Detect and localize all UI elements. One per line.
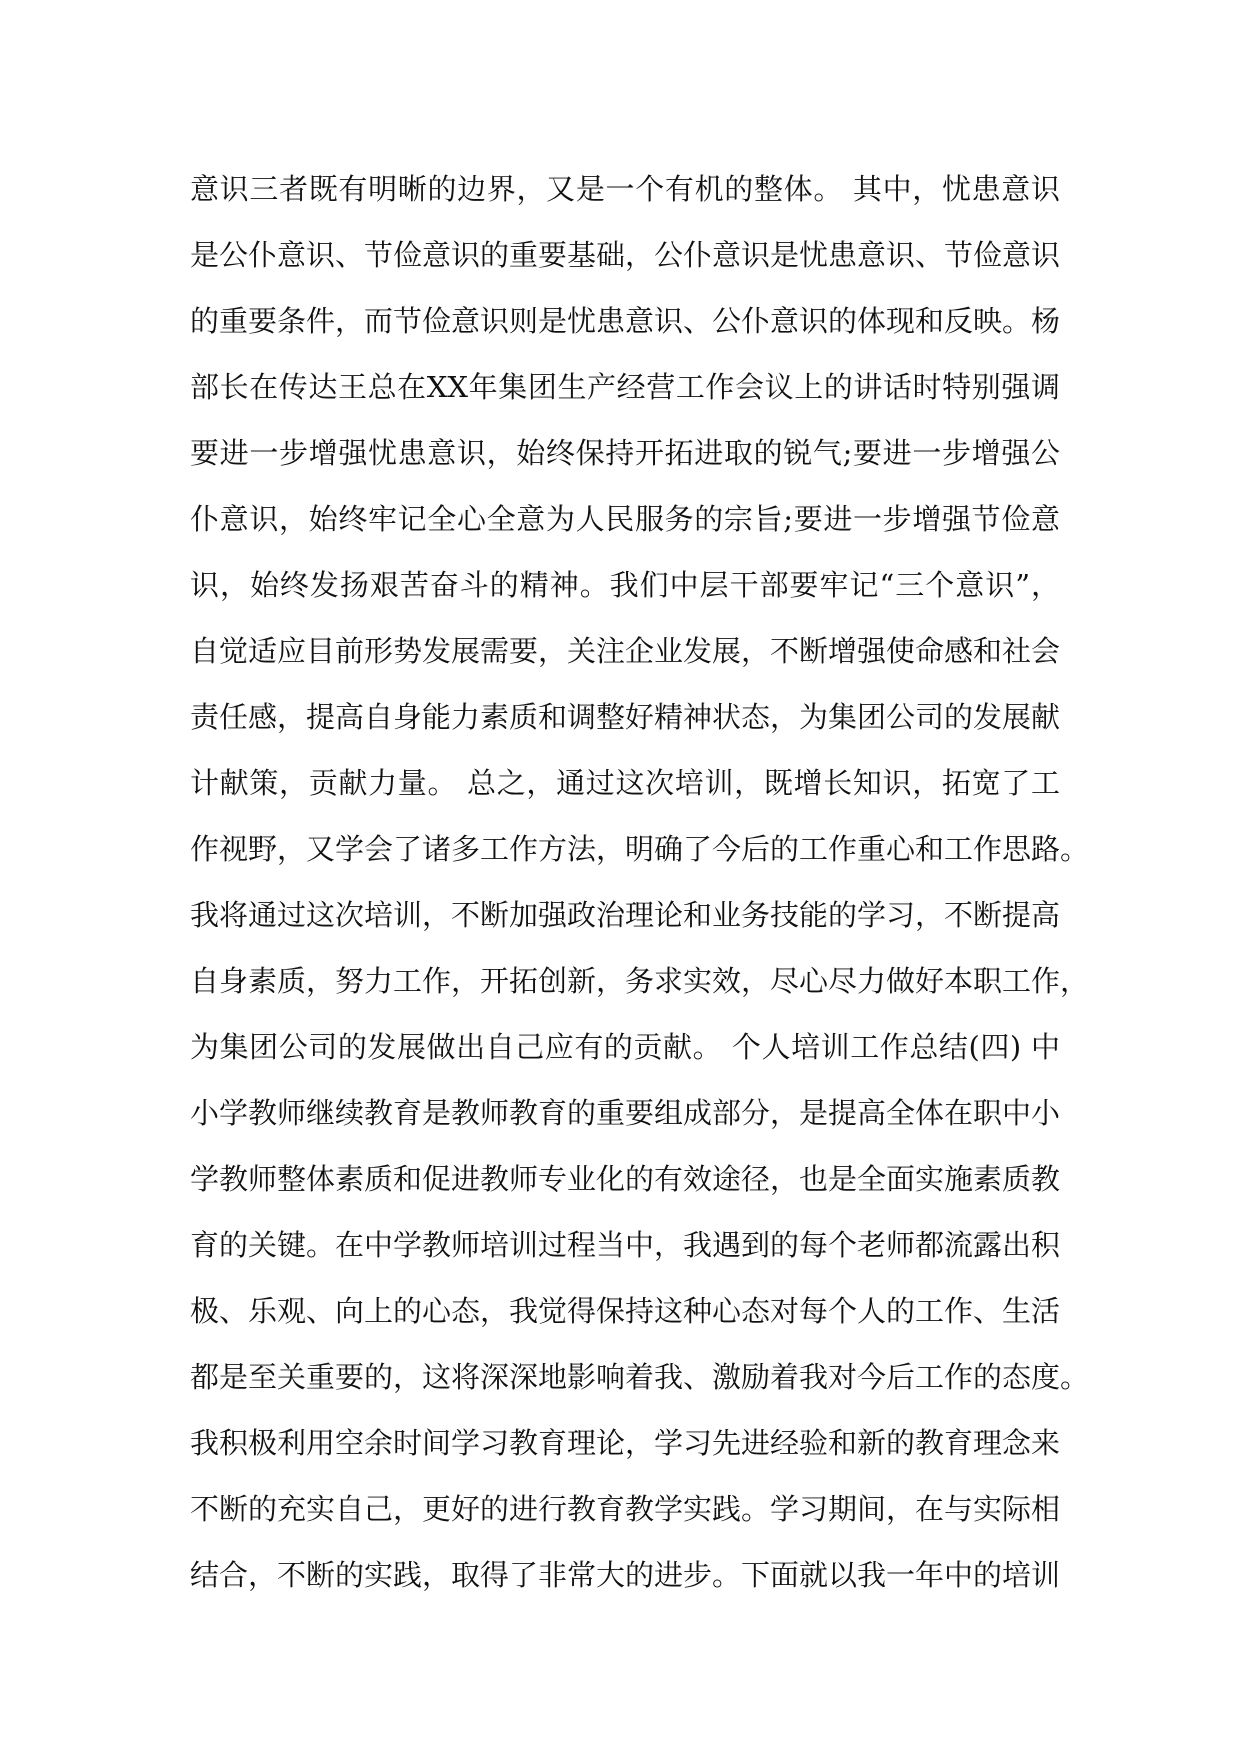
text-line: 我将通过这次培训，不断加强政治理论和业务技能的学习，不断提高: [190, 898, 1061, 932]
text-line: 都是至关重要的，这将深深地影响着我、激励着我对今后工作的态度。: [190, 1360, 1090, 1394]
text-line: 我积极利用空余时间学习教育理论，学习先进经验和新的教育理念来: [190, 1426, 1061, 1460]
body-text: [190, 156, 1090, 1608]
text-line: 不断的充实自己，更好的进行教育教学实践。学习期间，在与实际相: [190, 1492, 1061, 1526]
text-line: 育的关键。在中学教师培训过程当中，我遇到的每个老师都流露出积: [190, 1228, 1061, 1262]
text-line: 自觉适应目前形势发展需要，关注企业发展，不断增强使命感和社会: [190, 634, 1061, 668]
text-line: 自身素质，努力工作，开拓创新，务求实效，尽心尽力做好本职工作，: [190, 964, 1090, 998]
text-line: 极、乐观、向上的心态，我觉得保持这种心态对每个人的工作、生活: [190, 1294, 1061, 1328]
text-line: 识，始终发扬艰苦奋斗的精神。我们中层干部要牢记“三个意识”，: [190, 568, 1060, 602]
text-line: 为集团公司的发展做出自己应有的贡献。 个人培训工作总结(四) 中: [190, 1030, 1060, 1064]
text-line: 结合，不断的实践，取得了非常大的进步。下面就以我一年中的培训: [190, 1558, 1061, 1592]
text-line: 责任感，提高自身能力素质和调整好精神状态，为集团公司的发展献: [190, 700, 1061, 734]
text-line: 是公仆意识、节俭意识的重要基础，公仆意识是忧患意识、节俭意识: [190, 238, 1061, 272]
text-line: 的重要条件，而节俭意识则是忧患意识、公仆意识的体现和反映。杨: [190, 304, 1061, 338]
text-line: 仆意识，始终牢记全心全意为人民服务的宗旨;要进一步增强节俭意: [190, 502, 1060, 536]
text-line: 要进一步增强忧患意识，始终保持开拓进取的锐气;要进一步增强公: [190, 436, 1060, 470]
text-line: 作视野，又学会了诸多工作方法，明确了今后的工作重心和工作思路。: [190, 832, 1090, 866]
text-line: 意识三者既有明晰的边界，又是一个有机的整体。 其中，忧患意识: [190, 172, 1060, 206]
text-line: 计献策，贡献力量。 总之，通过这次培训，既增长知识，拓宽了工: [190, 766, 1060, 800]
text-line: 小学教师继续教育是教师教育的重要组成部分，是提高全体在职中小: [190, 1096, 1061, 1130]
text-line: 部长在传达王总在XX年集团生产经营工作会议上的讲话时特别强调: [190, 370, 1060, 404]
text-line: 学教师整体素质和促进教师专业化的有效途径，也是全面实施素质教: [190, 1162, 1061, 1196]
